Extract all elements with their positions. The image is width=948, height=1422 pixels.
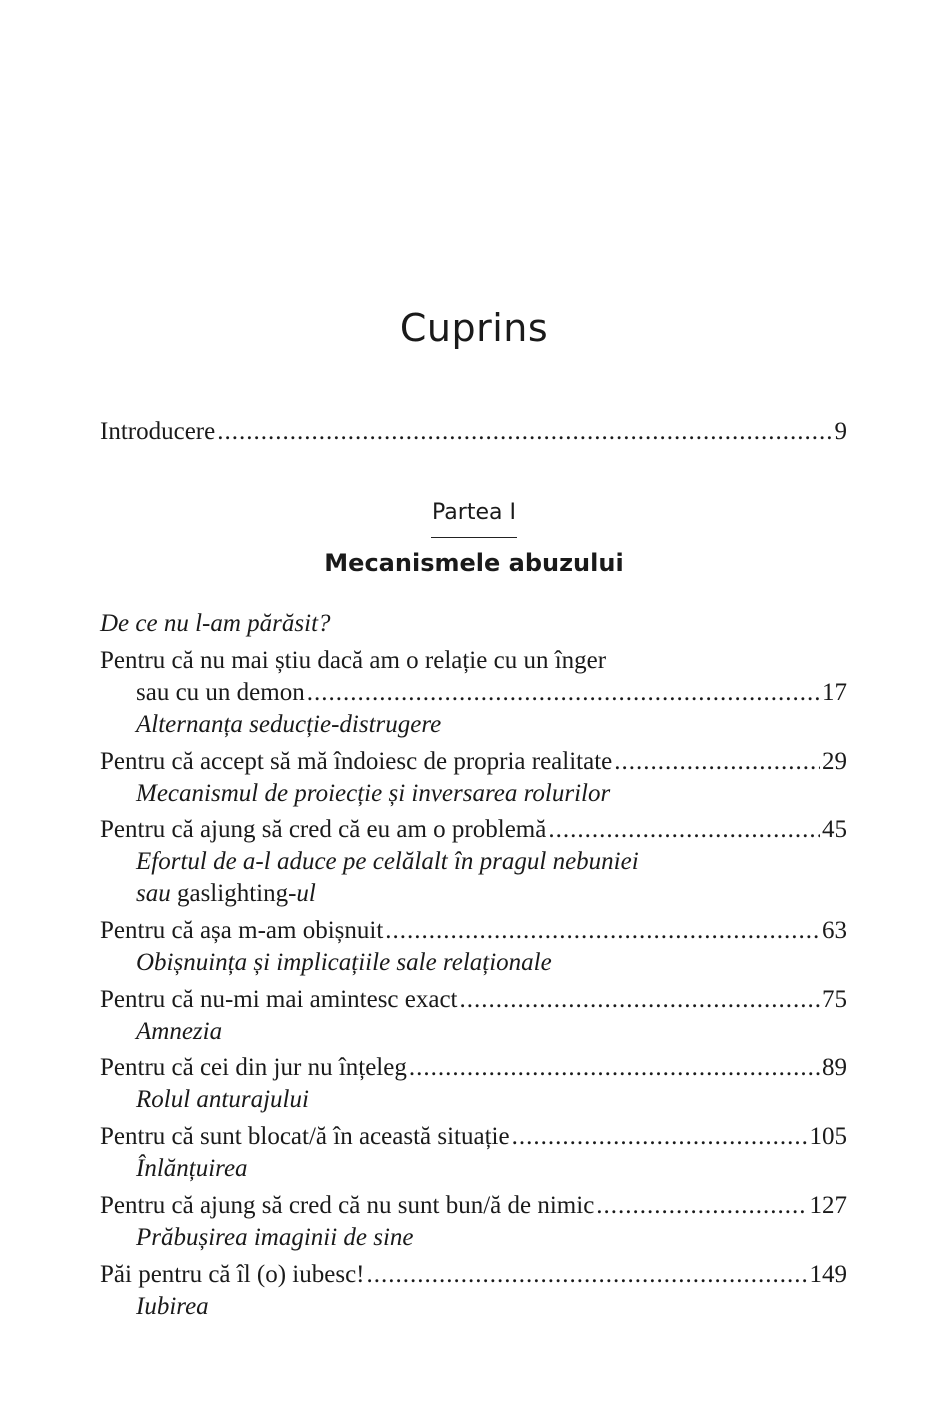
dot-leader bbox=[217, 417, 832, 447]
entry-label: Pentru că ajung să cred că nu sunt bun/ă de nimic bbox=[100, 1192, 595, 1219]
subtitle-part: -ul bbox=[288, 880, 316, 907]
dot-leader bbox=[512, 1122, 808, 1152]
dot-leader bbox=[460, 985, 820, 1015]
toc-entry[interactable] bbox=[100, 646, 847, 676]
page-number: 105 bbox=[809, 1123, 847, 1150]
toc-entry[interactable] bbox=[100, 1053, 847, 1083]
subtitle-part: sau bbox=[136, 880, 171, 907]
toc-entry[interactable] bbox=[100, 985, 847, 1015]
entry-subtitle: Amnezia bbox=[136, 1018, 223, 1045]
toc-entry[interactable] bbox=[100, 1260, 847, 1290]
entry-label: Pentru că nu-mi mai amintesc exact bbox=[100, 986, 458, 1013]
part-title: Mecanismele abuzului bbox=[324, 549, 624, 577]
entry-label: sau cu un demon bbox=[136, 679, 305, 706]
subtitle-part: gaslighting bbox=[176, 880, 289, 907]
part-divider bbox=[431, 537, 517, 538]
entry-subtitle: Mecanismul de proiecție și inversarea rolurilor bbox=[136, 780, 611, 807]
page-number: 75 bbox=[822, 986, 847, 1013]
page-number: 127 bbox=[809, 1192, 847, 1219]
entry-subtitle: Înlănțuirea bbox=[136, 1155, 248, 1182]
toc-entry-introducere[interactable] bbox=[100, 417, 847, 447]
page-number: 63 bbox=[822, 917, 847, 944]
toc-entry-cont[interactable] bbox=[136, 678, 847, 708]
section-heading: De ce nu l-am părăsit? bbox=[100, 610, 331, 637]
entry-label: Pentru că ajung să cred că eu am o problemă bbox=[100, 816, 547, 843]
page-title: Cuprins bbox=[399, 306, 549, 350]
entry-label: Introducere bbox=[100, 418, 216, 445]
page-number: 29 bbox=[822, 748, 847, 775]
entry-subtitle: Alternanța seducție-distrugere bbox=[136, 711, 442, 738]
entry-subtitle-cont bbox=[136, 879, 847, 909]
dot-leader bbox=[307, 678, 820, 708]
part-label: Partea I bbox=[432, 500, 516, 525]
page-number: 9 bbox=[834, 418, 847, 445]
toc-entry[interactable] bbox=[100, 1191, 847, 1221]
entry-subtitle: Rolul anturajului bbox=[136, 1086, 309, 1113]
entry-label: Pentru că nu mai știu dacă am o relație cu un înger bbox=[100, 647, 607, 674]
entry-subtitle: Obișnuința și implicațiile sale relaționale bbox=[136, 949, 552, 976]
page-number: 17 bbox=[822, 679, 847, 706]
entry-subtitle: Prăbușirea imaginii de sine bbox=[136, 1224, 414, 1251]
toc-entry[interactable] bbox=[100, 747, 847, 777]
entry-subtitle: Efortul de a-l aduce pe celălalt în pragul nebuniei bbox=[136, 848, 639, 875]
entry-label: Pentru că accept să mă îndoiesc de propria realitate bbox=[100, 748, 613, 775]
dot-leader bbox=[385, 916, 820, 946]
toc-entry[interactable] bbox=[100, 916, 847, 946]
entry-label: Pentru că cei din jur nu înțeleg bbox=[100, 1054, 407, 1081]
dot-leader bbox=[409, 1053, 820, 1083]
entry-label: Pentru că așa m-am obișnuit bbox=[100, 917, 384, 944]
dot-leader bbox=[367, 1260, 808, 1290]
entry-subtitle: Iubirea bbox=[136, 1293, 209, 1320]
entry-label: Pentru că sunt blocat/ă în această situație bbox=[100, 1123, 510, 1150]
dot-leader bbox=[614, 747, 820, 777]
dot-leader bbox=[548, 815, 820, 845]
page-number: 149 bbox=[809, 1261, 847, 1288]
toc-entry[interactable] bbox=[100, 815, 847, 845]
page-number: 89 bbox=[822, 1054, 847, 1081]
toc-entry[interactable] bbox=[100, 1122, 847, 1152]
entry-label: Păi pentru că îl (o) iubesc! bbox=[100, 1261, 365, 1288]
page-number: 45 bbox=[822, 816, 847, 843]
dot-leader bbox=[596, 1191, 807, 1221]
